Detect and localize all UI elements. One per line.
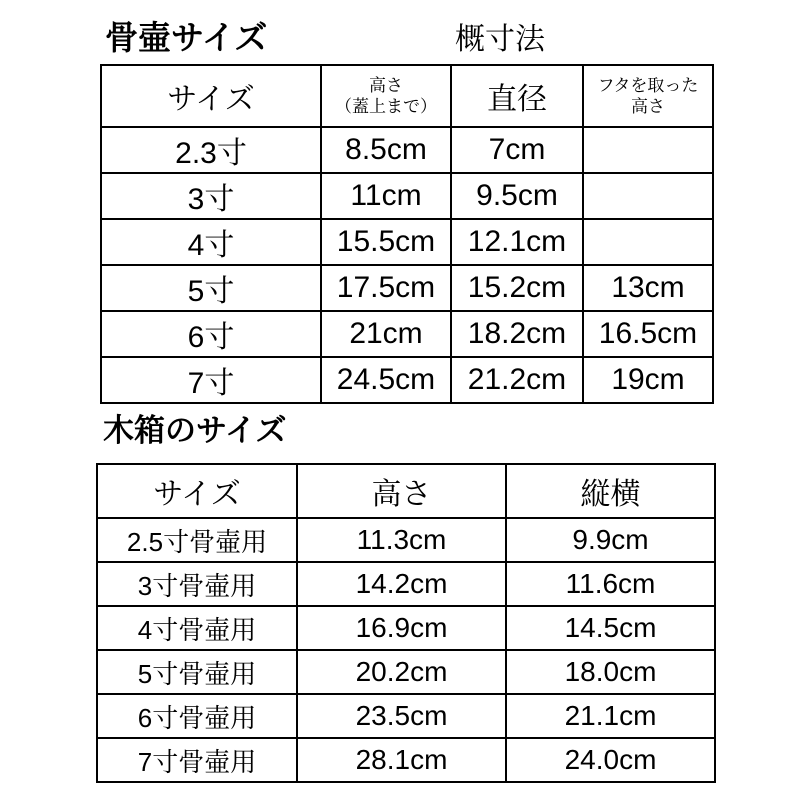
urn-size-heading-row xyxy=(100,12,710,58)
cell-height: 11.3cm xyxy=(297,518,506,562)
cell-height-no-lid: 19cm xyxy=(583,357,713,403)
cell-height: 23.5cm xyxy=(297,694,506,738)
cell-diameter: 18.2cm xyxy=(451,311,583,357)
cell-width-depth: 18.0cm xyxy=(506,650,715,694)
cell-size: 7寸骨壷用 xyxy=(97,738,297,782)
cell-size: 2.3寸 xyxy=(101,127,321,173)
table-row xyxy=(101,219,713,265)
cell-size: 5寸 xyxy=(101,265,321,311)
cell-size: 5寸骨壷用 xyxy=(97,650,297,694)
wooden-box-size-table xyxy=(96,463,716,783)
header-size: サイズ xyxy=(97,464,297,518)
cell-height: 14.2cm xyxy=(297,562,506,606)
cell-height: 16.9cm xyxy=(297,606,506,650)
cell-diameter: 21.2cm xyxy=(451,357,583,403)
cell-height-no-lid xyxy=(583,219,713,265)
table-row xyxy=(97,606,715,650)
cell-diameter: 12.1cm xyxy=(451,219,583,265)
table-row xyxy=(101,127,713,173)
header-height-no-lid xyxy=(583,65,713,127)
cell-size: 4寸 xyxy=(101,219,321,265)
cell-diameter: 15.2cm xyxy=(451,265,583,311)
table-row xyxy=(101,311,713,357)
urn-size-table xyxy=(100,64,714,404)
table-row xyxy=(97,650,715,694)
table-row xyxy=(97,518,715,562)
cell-size: 3寸 xyxy=(101,173,321,219)
cell-height-no-lid xyxy=(583,127,713,173)
cell-size: 6寸骨壷用 xyxy=(97,694,297,738)
header-width-depth: 縦横 xyxy=(506,464,715,518)
header-height-line1: 高さ xyxy=(369,75,403,95)
cell-width-depth: 11.6cm xyxy=(506,562,715,606)
cell-width-depth: 21.1cm xyxy=(506,694,715,738)
urn-size-subtitle: 概寸法 xyxy=(455,23,545,56)
table-row xyxy=(101,357,713,403)
cell-width-depth: 14.5cm xyxy=(506,606,715,650)
cell-size: 4寸骨壷用 xyxy=(97,606,297,650)
table-row xyxy=(101,265,713,311)
header-height: 高さ xyxy=(297,464,506,518)
cell-height-no-lid: 13cm xyxy=(583,265,713,311)
header-height-no-lid-line2: 高さ xyxy=(631,97,665,116)
cell-height: 28.1cm xyxy=(297,738,506,782)
cell-width-depth: 9.9cm xyxy=(506,518,715,562)
header-diameter: 直径 xyxy=(451,65,583,127)
header-height-line2: （蓋上まで） xyxy=(335,97,437,116)
cell-diameter: 7cm xyxy=(451,127,583,173)
cell-width-depth: 24.0cm xyxy=(506,738,715,782)
table-header-row xyxy=(101,65,713,127)
cell-size: 7寸 xyxy=(101,357,321,403)
table-row xyxy=(97,562,715,606)
cell-height-no-lid xyxy=(583,173,713,219)
cell-size: 6寸 xyxy=(101,311,321,357)
header-size: サイズ xyxy=(101,65,321,127)
table-header-row xyxy=(97,464,715,518)
table-row xyxy=(97,738,715,782)
cell-height: 11cm xyxy=(321,173,451,219)
table-row xyxy=(97,694,715,738)
urn-size-title: 骨壷サイズ xyxy=(105,19,268,56)
cell-size: 2.5寸骨壷用 xyxy=(97,518,297,562)
cell-height: 24.5cm xyxy=(321,357,451,403)
cell-height: 8.5cm xyxy=(321,127,451,173)
header-height-no-lid-line1: フタを取った xyxy=(597,75,699,95)
cell-height: 21cm xyxy=(321,311,451,357)
cell-height-no-lid: 16.5cm xyxy=(583,311,713,357)
cell-height: 17.5cm xyxy=(321,265,451,311)
wooden-box-size-title: 木箱のサイズ xyxy=(103,413,287,448)
header-height xyxy=(321,65,451,127)
cell-height: 20.2cm xyxy=(297,650,506,694)
cell-size: 3寸骨壷用 xyxy=(97,562,297,606)
cell-diameter: 9.5cm xyxy=(451,173,583,219)
table-row xyxy=(101,173,713,219)
cell-height: 15.5cm xyxy=(321,219,451,265)
